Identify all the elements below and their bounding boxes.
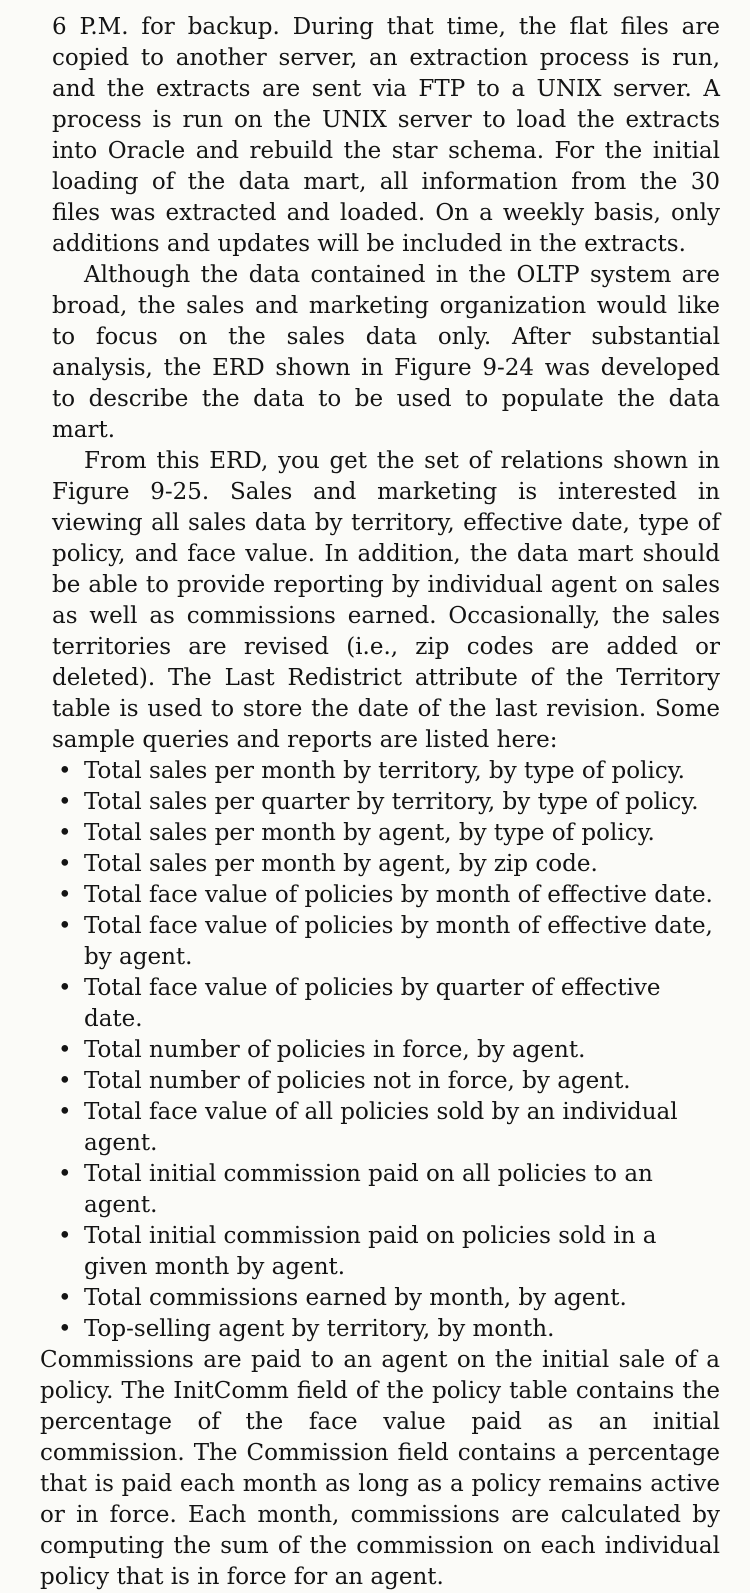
list-item: • Total number of policies not in force, by agent. [54,1066,720,1097]
list-item: • Total face value of policies by quarter of effective date. [54,973,720,1035]
list-item: • Total face value of all policies sold by an individual agent. [54,1097,720,1159]
list-item: • Total face value of policies by month of effective date. [54,880,720,911]
list-item: • Total initial commission paid on all policies to an agent. [54,1159,720,1221]
list-item: • Total sales per month by agent, by type of policy. [54,818,720,849]
paragraph-oltp-scope: Although the data contained in the OLTP system are broad, the sales and marketing organization would like to focus on the sales data only. After substantial analysis, the ERD shown in Figure 9-24 was developed to describe the data to be used to populate the data mart. [52,262,720,443]
sample-queries-list [52,756,720,1345]
paragraph-relations: From this ERD, you get the set of relations shown in Figure 9-25. Sales and marketing is interested in viewing all sales data by territory, effective date, type of policy, and face value. In addition, the data mart should be able to provide reporting by individual agent on sales as well as commissions earned. Occasionally, the sales territories are revised (i.e., zip codes are added or deleted). The Last Redistrict attribute of the Territory table is used to store the date of the last revision. Some sample queries and reports are listed here: [52,448,720,753]
list-item: • Top-selling agent by territory, by month. [54,1314,720,1345]
paragraph-backup-process [52,12,720,260]
paragraph-backup-text: for backup. During that time, the flat files are copied to another server, an extraction process is run, and the extracts are sent via FTP to a UNIX server. A process is run on the UNIX server to load the extracts into Oracle and rebuild the star schema. For the initial loading of the data mart, all information from the 30 files was extracted and loaded. On a weekly basis, only additions and updates will be included in the extracts. [52,14,720,257]
list-item: • Total initial commission paid on policies sold in a given month by agent. [54,1221,720,1283]
list-item: • Total sales per month by territory, by type of policy. [54,756,720,787]
list-item: • Total number of policies in force, by agent. [54,1035,720,1066]
list-item: • Total sales per month by agent, by zip code. [54,849,720,880]
time-label: 6 P.M. [52,14,129,40]
paragraph-commissions: Commissions are paid to an agent on the initial sale of a policy. The InitComm field of the policy table contains the percentage of the face value paid as an initial commission. The Commission field contains a percentage that is paid each month as long as a policy remains active or in force. Each month, commissions are calculated by computing the sum of the commission on each individual policy that is in force for an agent. [40,1347,720,1590]
list-item: • Total sales per quarter by territory, by type of policy. [54,787,720,818]
list-item: • Total face value of policies by month of effective date, by agent. [54,911,720,973]
list-item: • Total commissions earned by month, by agent. [54,1283,720,1314]
